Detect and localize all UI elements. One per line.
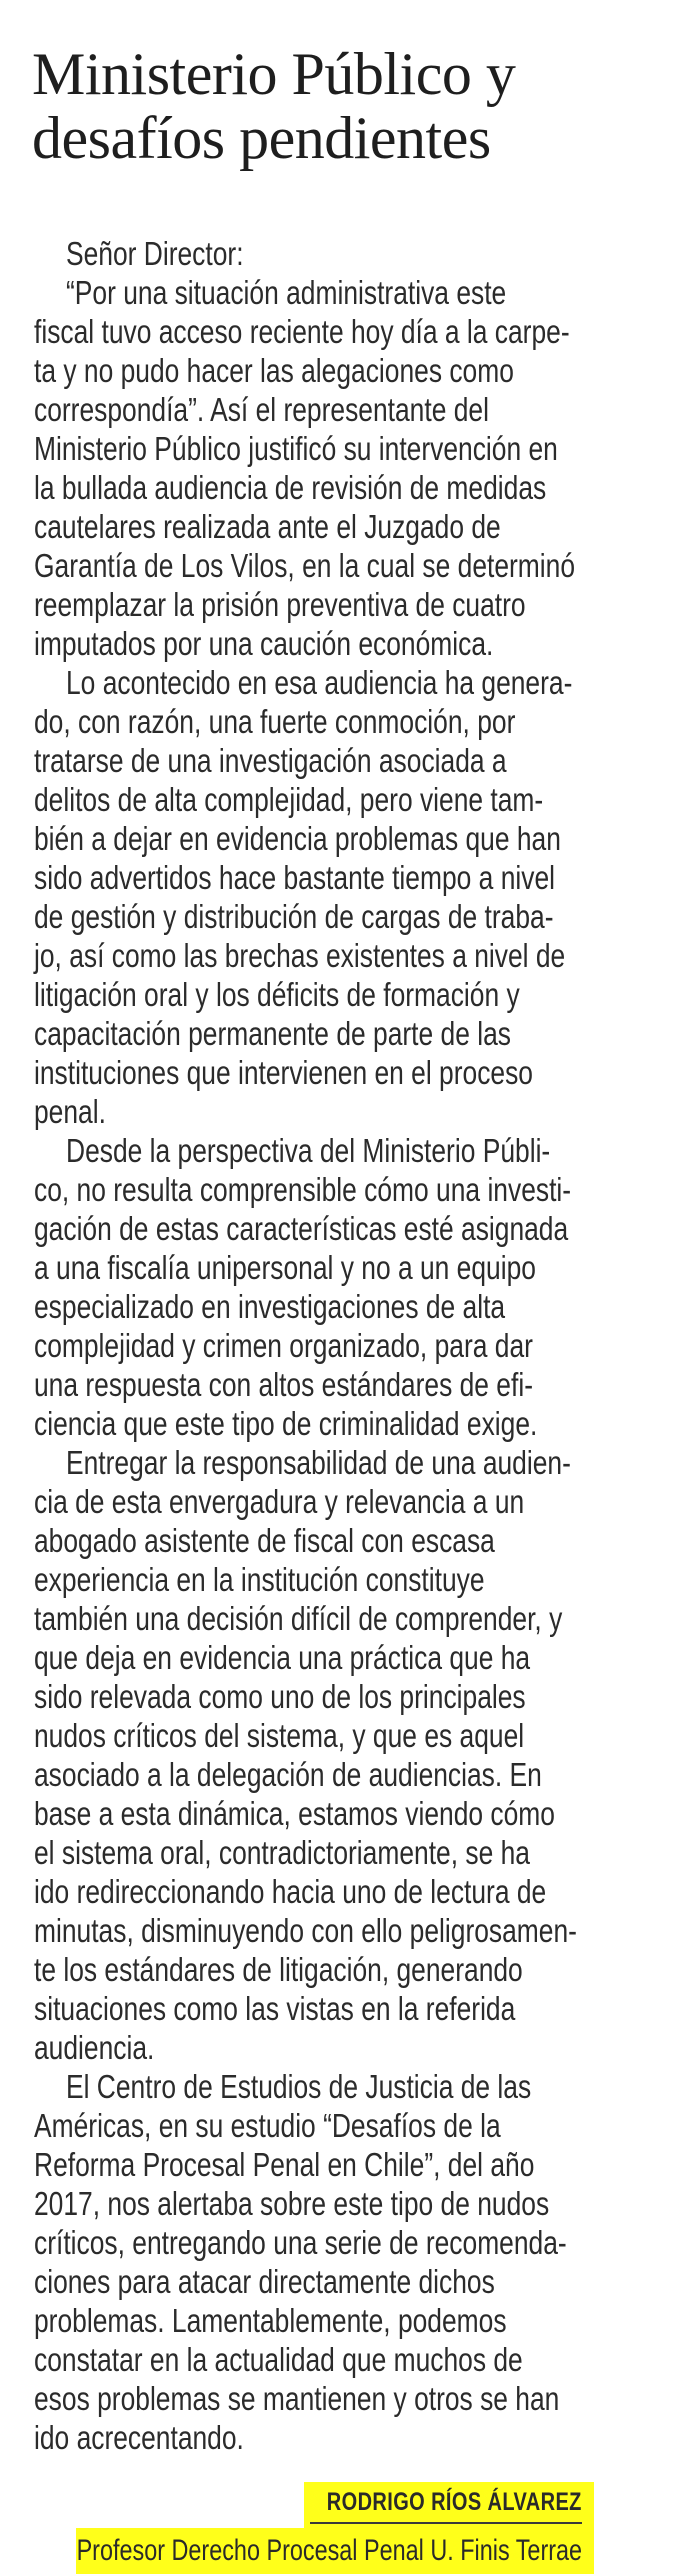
article-body	[34, 234, 674, 2457]
body-line: problemas. Lamentablemente, podemos	[34, 2302, 507, 2339]
body-line: críticos, entregando una serie de recomenda-	[34, 2224, 567, 2261]
author-name: RODRIGO RÍOS ÁLVAREZ	[326, 2488, 582, 2516]
body-line: abogado asistente de fiscal con escasa	[34, 1522, 495, 1559]
body-line: la bullada audiencia de revisión de medidas	[34, 469, 547, 506]
body-line: una respuesta con altos estándares de efi-	[34, 1366, 533, 1403]
body-line: experiencia en la institución constituye	[34, 1561, 485, 1598]
body-line: cautelares realizada ante el Juzgado de	[34, 508, 501, 545]
body-line: que deja en evidencia una práctica que ha	[34, 1639, 531, 1676]
body-line: Lo acontecido en esa audiencia ha genera-	[66, 664, 573, 701]
body-line: de gestión y distribución de cargas de traba-	[34, 898, 554, 935]
body-line: ido redireccionando hacia uno de lectura de	[34, 1873, 547, 1910]
body-line: Reforma Procesal Penal en Chile”, del año	[34, 2146, 535, 2183]
signature-divider	[310, 2522, 582, 2524]
body-line: 2017, nos alertaba sobre este tipo de nudos	[34, 2185, 550, 2222]
body-line: co, no resulta comprensible cómo una investi-	[34, 1171, 572, 1208]
body-line: constatar en la actualidad que muchos de	[34, 2341, 523, 2378]
body-line: Desde la perspectiva del Ministerio Públi-	[66, 1132, 551, 1169]
body-line: Garantía de Los Vilos, en la cual se determinó	[34, 547, 576, 584]
body-line: ido acrecentando.	[34, 2419, 244, 2456]
signature-role-highlight	[76, 2528, 594, 2574]
body-line: sido relevada como uno de los principales	[34, 1678, 526, 1715]
signature-name-highlight	[304, 2482, 594, 2528]
article-title	[32, 42, 672, 170]
body-line: nudos críticos del sistema, y que es aquel	[34, 1717, 525, 1754]
body-line: Señor Director:	[66, 235, 244, 272]
body-line: sido advertidos hace bastante tiempo a nivel	[34, 859, 555, 896]
body-line: complejidad y crimen organizado, para dar	[34, 1327, 533, 1364]
title-line-2: desafíos pendientes	[32, 105, 491, 171]
body-line: asociado a la delegación de audiencias. En	[34, 1756, 542, 1793]
body-line: cia de esta envergadura y relevancia a un	[34, 1483, 525, 1520]
body-line: gación de estas características esté asignada	[34, 1210, 569, 1247]
body-line: capacitación permanente de parte de las	[34, 1015, 511, 1052]
author-role: Profesor Derecho Procesal Penal U. Finis Terrae	[76, 2534, 582, 2567]
body-line: fiscal tuvo acceso reciente hoy día a la carpe-	[34, 313, 570, 350]
body-line: correspondía”. Así el representante del	[34, 391, 489, 428]
body-line: “Por una situación administrativa este	[66, 274, 507, 311]
body-line: audiencia.	[34, 2029, 155, 2066]
body-line: base a esta dinámica, estamos viendo cómo	[34, 1795, 555, 1832]
body-line: esos problemas se mantienen y otros se han	[34, 2380, 560, 2417]
body-line: ciones para atacar directamente dichos	[34, 2263, 495, 2300]
body-line: penal.	[34, 1093, 106, 1130]
body-line: ta y no pudo hacer las alegaciones como	[34, 352, 514, 389]
body-line: litigación oral y los déficits de formación y	[34, 976, 520, 1013]
body-line: Ministerio Público justificó su intervención en	[34, 430, 558, 467]
body-line: Américas, en su estudio “Desafíos de la	[34, 2107, 501, 2144]
body-line: te los estándares de litigación, generando	[34, 1951, 523, 1988]
body-line: también una decisión difícil de comprender, y	[34, 1600, 563, 1637]
body-line: el sistema oral, contradictoriamente, se ha	[34, 1834, 530, 1871]
body-line: especializado en investigaciones de alta	[34, 1288, 506, 1325]
body-line: instituciones que intervienen en el proceso	[34, 1054, 533, 1091]
body-line: a una fiscalía unipersonal y no a un equipo	[34, 1249, 536, 1286]
body-line: minutas, disminuyendo con ello peligrosamen-	[34, 1912, 577, 1949]
title-line-1: Ministerio Público y	[32, 41, 516, 107]
body-line: imputados por una caución económica.	[34, 625, 494, 662]
body-line: ciencia que este tipo de criminalidad exige.	[34, 1405, 538, 1442]
body-line: do, con razón, una fuerte conmoción, por	[34, 703, 516, 740]
body-line: delitos de alta complejidad, pero viene tam-	[34, 781, 544, 818]
body-line: El Centro de Estudios de Justicia de las	[66, 2068, 532, 2105]
body-line: Entregar la responsabilidad de una audien-	[66, 1444, 571, 1481]
body-line: bién a dejar en evidencia problemas que han	[34, 820, 561, 857]
body-line: situaciones como las vistas en la referida	[34, 1990, 516, 2027]
body-line: tratarse de una investigación asociada a	[34, 742, 507, 779]
body-line: reemplazar la prisión preventiva de cuatro	[34, 586, 526, 623]
body-line: jo, así como las brechas existentes a nivel de	[34, 937, 566, 974]
